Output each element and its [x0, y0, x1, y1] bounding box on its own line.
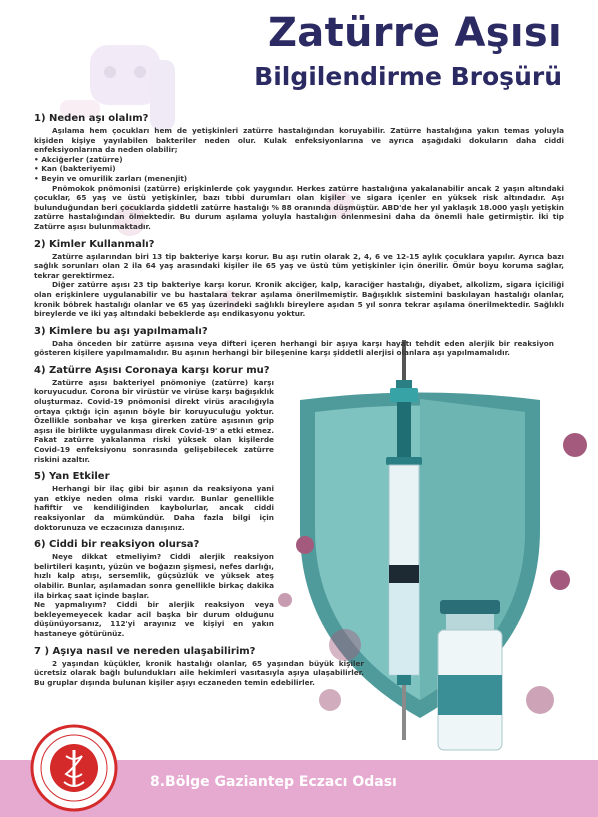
section-heading: 4) Zatürre Aşısı Coronaya karşı korur mu? — [34, 364, 270, 376]
section-contraindications — [34, 326, 564, 358]
section-why-vaccinate — [34, 113, 564, 232]
section-paragraph: 2 yaşından küçükler, kronik hastalığı olanlar, 65 yaşından büyük kişiler ücretsiz olarak bağlı bulundukları aile hekimleri vasıtasıyla aşıya ulaşabilirler. Bu gruplar dışında bulunan kişiler aşıyı eczaneden temin edebilirler. — [34, 658, 364, 687]
section-serious-reaction — [34, 539, 564, 638]
section-heading: 3) Kimlere bu aşı yapılmamalı? — [34, 325, 208, 337]
section-paragraph: Daha önceden bir zatürre aşısına veya difteri içeren herhangi bir aşıya karşı hayatı tehdit eden alerjik bir reaksiyon gösteren kişilere yapılmamalıdır. Bu aşının herhangi bir bileşenine karşı şiddetli alerjisi olanlara aşı yapılmamalıdır. — [34, 338, 554, 358]
section-paragraph: Zatürre aşılarından biri 13 tip bakteriye karşı korur. Bu aşı rutin olarak 2, 4, 6 ve 12-15 aylık çocuklara yapılır. Ayrıca bazı sağlık sorunları olan 2 ila 64 yaş arasındaki kişiler ile 65 yaş ve üstü tüm yetişkinler için önerilir. Ömür boyu koruma sağlar, tekrar gerektirmez. — [34, 251, 564, 280]
section-paragraph: Herhangi bir ilaç gibi bir aşının da reaksiyona yani yan etkiye neden olma riski vardır. Bunlar genellikle hafiftir ve kendiliğinden kaybolurlar, ancak ciddi reaksiyonlar da mümkündür. Daha fazla bilgi için doktorunuza ve eczacınıza danışınız. — [34, 484, 274, 532]
list-item: • Akciğerler (zatürre) — [34, 154, 123, 164]
section-heading: 5) Yan Etkiler — [34, 471, 110, 483]
bullet-list — [34, 155, 564, 184]
pharmacists-chamber-seal-logo — [30, 724, 118, 812]
page-title: Zatürre Aşısı — [268, 10, 562, 56]
page-subtitle: Bilgilendirme Broşürü — [254, 62, 562, 91]
section-heading: 2) Kimler Kullanmalı? — [34, 238, 155, 250]
section-paragraph: Aşılama hem çocukları hem de yetişkinleri zatürre hastalığından koruyabilir. Zatürre hastalığına yakın temas yoluyla kişiden kişiye yayılabilen bakteriler neden olur. Kulak enfeksiyonlarına ve ayrıca aşağıdaki dokuların daha ciddi enfeksiyonlarına da neden olabilir; — [34, 126, 564, 155]
section-heading: 6) Ciddi bir reaksiyon olursa? — [34, 539, 200, 551]
section-who-should-use — [34, 239, 564, 319]
section-heading: 1) Neden aşı olalım? — [34, 113, 149, 124]
section-heading: 7 ) Aşıya nasıl ve nereden ulaşabilirim? — [34, 645, 256, 657]
section-paragraph: Neye dikkat etmeliyim? Ciddi alerjik reaksiyon belirtileri kaşıntı, yüzün ve boğazın şişmesi, nefes darlığı, hızlı kalp atışı, sersemlik, güçsüzlük ve yüksek ateş olabilir. Bunlar, aşılamadan sonra genellikle birkaç dakika ila birkaç saat içinde başlar. — [34, 552, 274, 600]
section-access — [34, 646, 564, 688]
section-paragraph: Ne yapmalıyım? Ciddi bir alerjik reaksiyon veya bekleyemeyecek kadar acil başka bir durum olduğunu düşünüyorsanız, 112'yi arayınız ve kişiyi en yakın hastaneye götürünüz. — [34, 600, 274, 638]
list-item: • Beyin ve omurilik zarları (menenjit) — [34, 173, 188, 183]
brochure-content — [34, 113, 564, 694]
section-corona — [34, 365, 564, 464]
section-side-effects — [34, 471, 564, 532]
org-name: 8.Bölge Gaziantep Eczacı Odası — [150, 774, 397, 790]
list-item: • Kan (bakteriyemi) — [34, 164, 116, 174]
section-paragraph: Zatürre aşısı bakteriyel pnömoniye (zatürre) karşı koruyucudur. Corona bir virüstür ve virüse karşı bağışıklık oluşturmaz. Covid-19 pnömonisi direkt virüs aracılığıyla ortaya çıktığı için aşının böyle bir koruyuculuğu yoktur. Özellikle sonbahar ve kışa girerken zatüre aşısının grip aşısı ile birlikte uygulanması direk Covid-19' a etki etmez. Fakat zatürre yakalanma riski yüksek olan kişilerde Covid-19 enfeksiyonu sonrasında gelişebilecek zatürre riskini azaltır. — [34, 377, 274, 464]
section-paragraph: Pnömokok pnömonisi (zatürre) erişkinlerde çok yaygındır. Herkes zatürre hastalığına yakalanabilir ancak 2 yaşın altındaki çocuklar, 65 yaş ve üstü yetişkinler, bazı tıbbi durumları olan kişiler ve sigara içenler en yüksek risk altındadır. Aşı bulunduğundan beri çocuklarda şiddetli zatürre hastalığı % 88 oranında düşmüştür. ABD'de her yıl yaklaşık 18.000 yaşlı yetişkin zatürre hastalığından ölmektedir. Bu durum aşılama yoluyla hastalığın önlenmesini daha da önemli hale getirmiştir. İki tip Zatürre aşısı bulunmaktadır. — [34, 183, 564, 231]
section-paragraph: Diğer zatürre aşısı 23 tip bakteriye karşı korur. Kronik akciğer, kalp, karaciğer hastalığı, diyabet, alkolizm, sigara içiciliği olan erişkinlere uygulanabilir ve bu hastalara tekrar aşılama önerilmemiştir. Bağışıklık sistemini baskılayan hastalığı olanlar, kronik böbrek hastalığı olanlar ve 65 yaş üzerindeki sağlıklı bireylere aşıdan 5 yıl sonra tekrar aşılama önerilmektedir. Sağlıklı bireylerde ve iki yaş altındaki bebeklerde aşı endikasyonu yoktur. — [34, 280, 564, 319]
